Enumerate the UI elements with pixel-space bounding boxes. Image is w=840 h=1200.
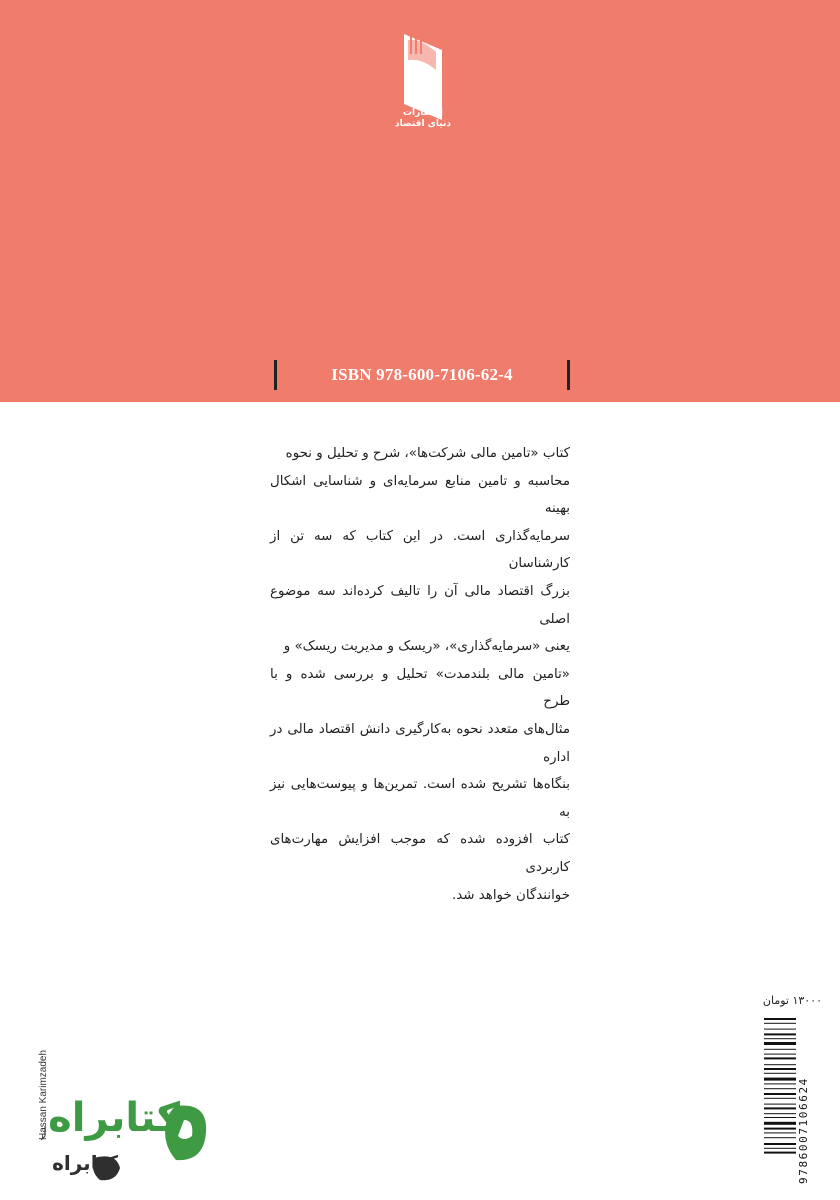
description-line: «تامین مالی بلندمدت» تحلیل و بررسی شده و با طرح — [270, 666, 570, 710]
barcode-number: 9786007106624 — [797, 1018, 817, 1184]
publisher-name — [386, 108, 460, 130]
watermark-small-text: کتابراه — [52, 1151, 118, 1175]
description-line: بنگاه‌ها تشریح شده است. تمرین‌ها و پیوست‌هایی نیز به — [270, 777, 570, 820]
publisher-line2: دنیای اقتصاد — [395, 119, 451, 129]
description-line: خوانندگان خواهد شد. — [451, 887, 570, 903]
description-line: کتاب افزوده شده که موجب افزایش مهارت‌های کاربردی — [270, 832, 570, 875]
description-line: کتاب «تامین مالی شرکت‌ها»، شرح و تحلیل و نحوه — [285, 446, 570, 461]
isbn-bar — [274, 360, 570, 390]
book-description — [270, 440, 570, 909]
designer-credit: Hassan Karimzadeh — [38, 1049, 49, 1140]
isbn-right-tick — [567, 360, 570, 390]
description-line: مثال‌های متعدد نحوه به‌کارگیری دانش اقتصاد مالی در اداره — [270, 721, 570, 765]
watermark-main-text: کتابراه — [48, 1095, 180, 1141]
publisher-line1: انتشارات — [403, 108, 443, 118]
isbn-text: ISBN 978-600-7106-62-4 — [331, 365, 513, 384]
description-line: بزرگ اقتصاد مالی آن را تالیف کرده‌اند سه موضوع اصلی — [270, 583, 570, 627]
description-line: محاسبه و تامین منابع سرمایه‌ای و شناسایی اشکال بهینه — [270, 473, 570, 517]
description-line: یعنی «سرمایه‌گذاری»، «ریسک و مدیریت ریسک» و — [283, 639, 570, 655]
cover-top-panel — [0, 0, 840, 402]
description-line: سرمایه‌گذاری است. در این کتاب که سه تن از کارشناسان — [270, 528, 570, 572]
price-label: ۱۳۰۰۰ تومان — [762, 994, 822, 1007]
